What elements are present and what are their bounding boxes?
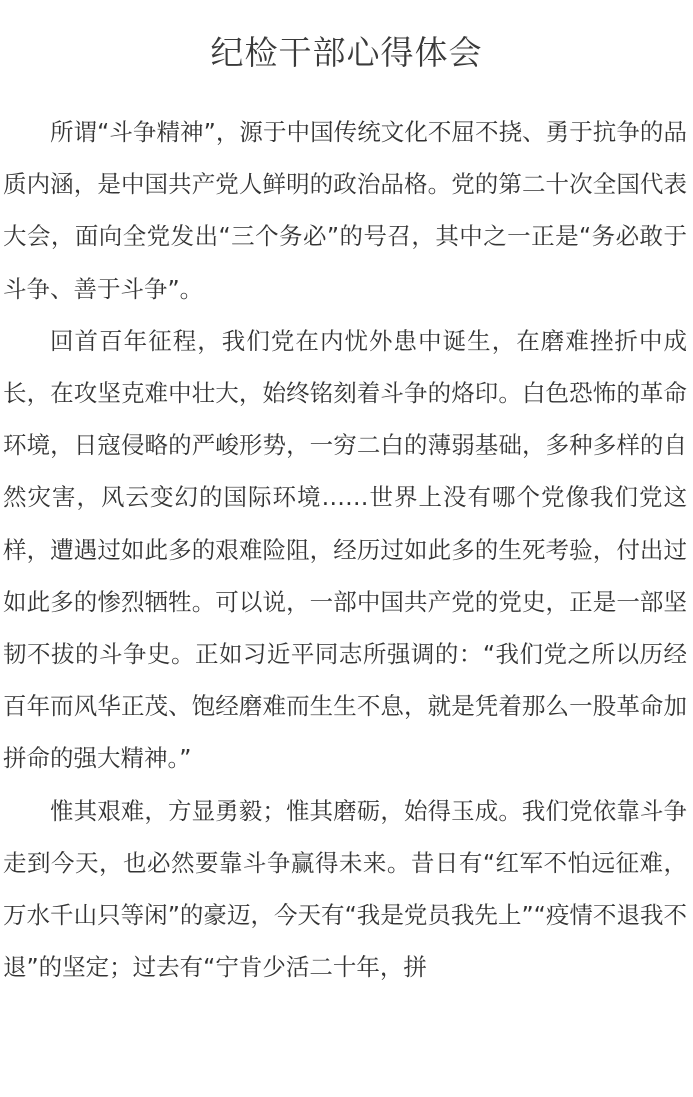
article-paragraph-3: 惟其艰难，方显勇毅；惟其磨砺，始得玉成。我们党依靠斗争走到今天，也必然要靠斗争赢得未来。昔日有“红军不怕远征难，万水千山只等闲”的豪迈，今天有“我是党员我先上”“疫情不退我不退”的坚定；过去有“宁肯少活二十年，拼 [3, 796, 687, 982]
page-title: 纪检干部心得体会 [210, 33, 483, 72]
article-paragraph-2: 回首百年征程，我们党在内忧外患中诞生，在磨难挫折中成长，在攻坚克难中壮大，始终铭刻着斗争的烙印。白色恐怖的革命环境，日寇侵略的严峻形势，一穷二白的薄弱基础，多种多样的自然灾害，风云变幻的国际环境……世界上没有哪个党像我们党这样，遭遇过如此多的艰难险阻，经历过如此多的生死考验，付出过如此多的惨烈牺牲。可以说，一部中国共产党的党史，正是一部坚韧不拔的斗争史。正如习近平同志所强调的：“我们党之所以历经百年而风华正茂、饱经磨难而生生不息，就是凭着那么一股革命加拼命的强大精神。” [3, 326, 687, 773]
article-body [3, 106, 687, 993]
article-paragraph-1: 所谓“斗争精神”，源于中国传统文化不屈不挠、勇于抗争的品质内涵，是中国共产党人鲜明的政治品格。党的第二十次全国代表大会，面向全党发出“三个务必”的号召，其中之一正是“务必敢于斗争、善于斗争”。 [3, 118, 687, 303]
